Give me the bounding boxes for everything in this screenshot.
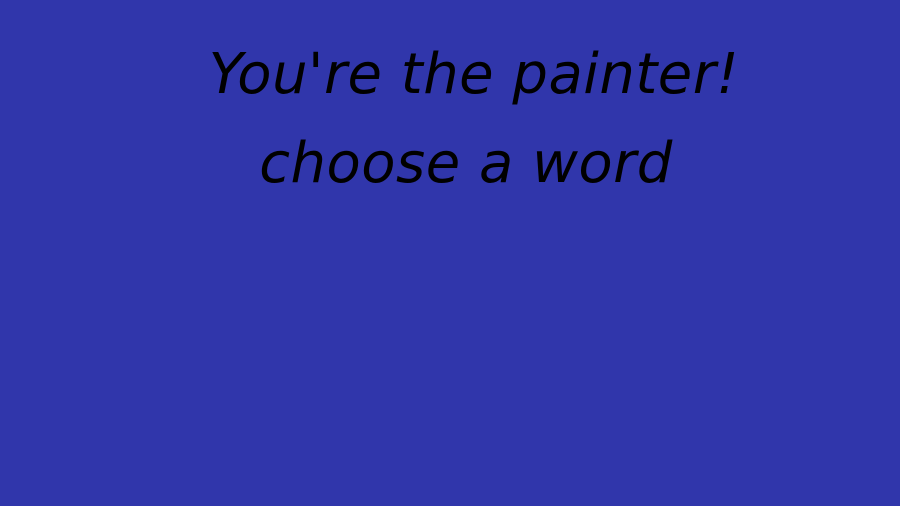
choose-word-instruction: choose a word [259,131,673,196]
painter-message: You're the painter! [208,42,740,107]
